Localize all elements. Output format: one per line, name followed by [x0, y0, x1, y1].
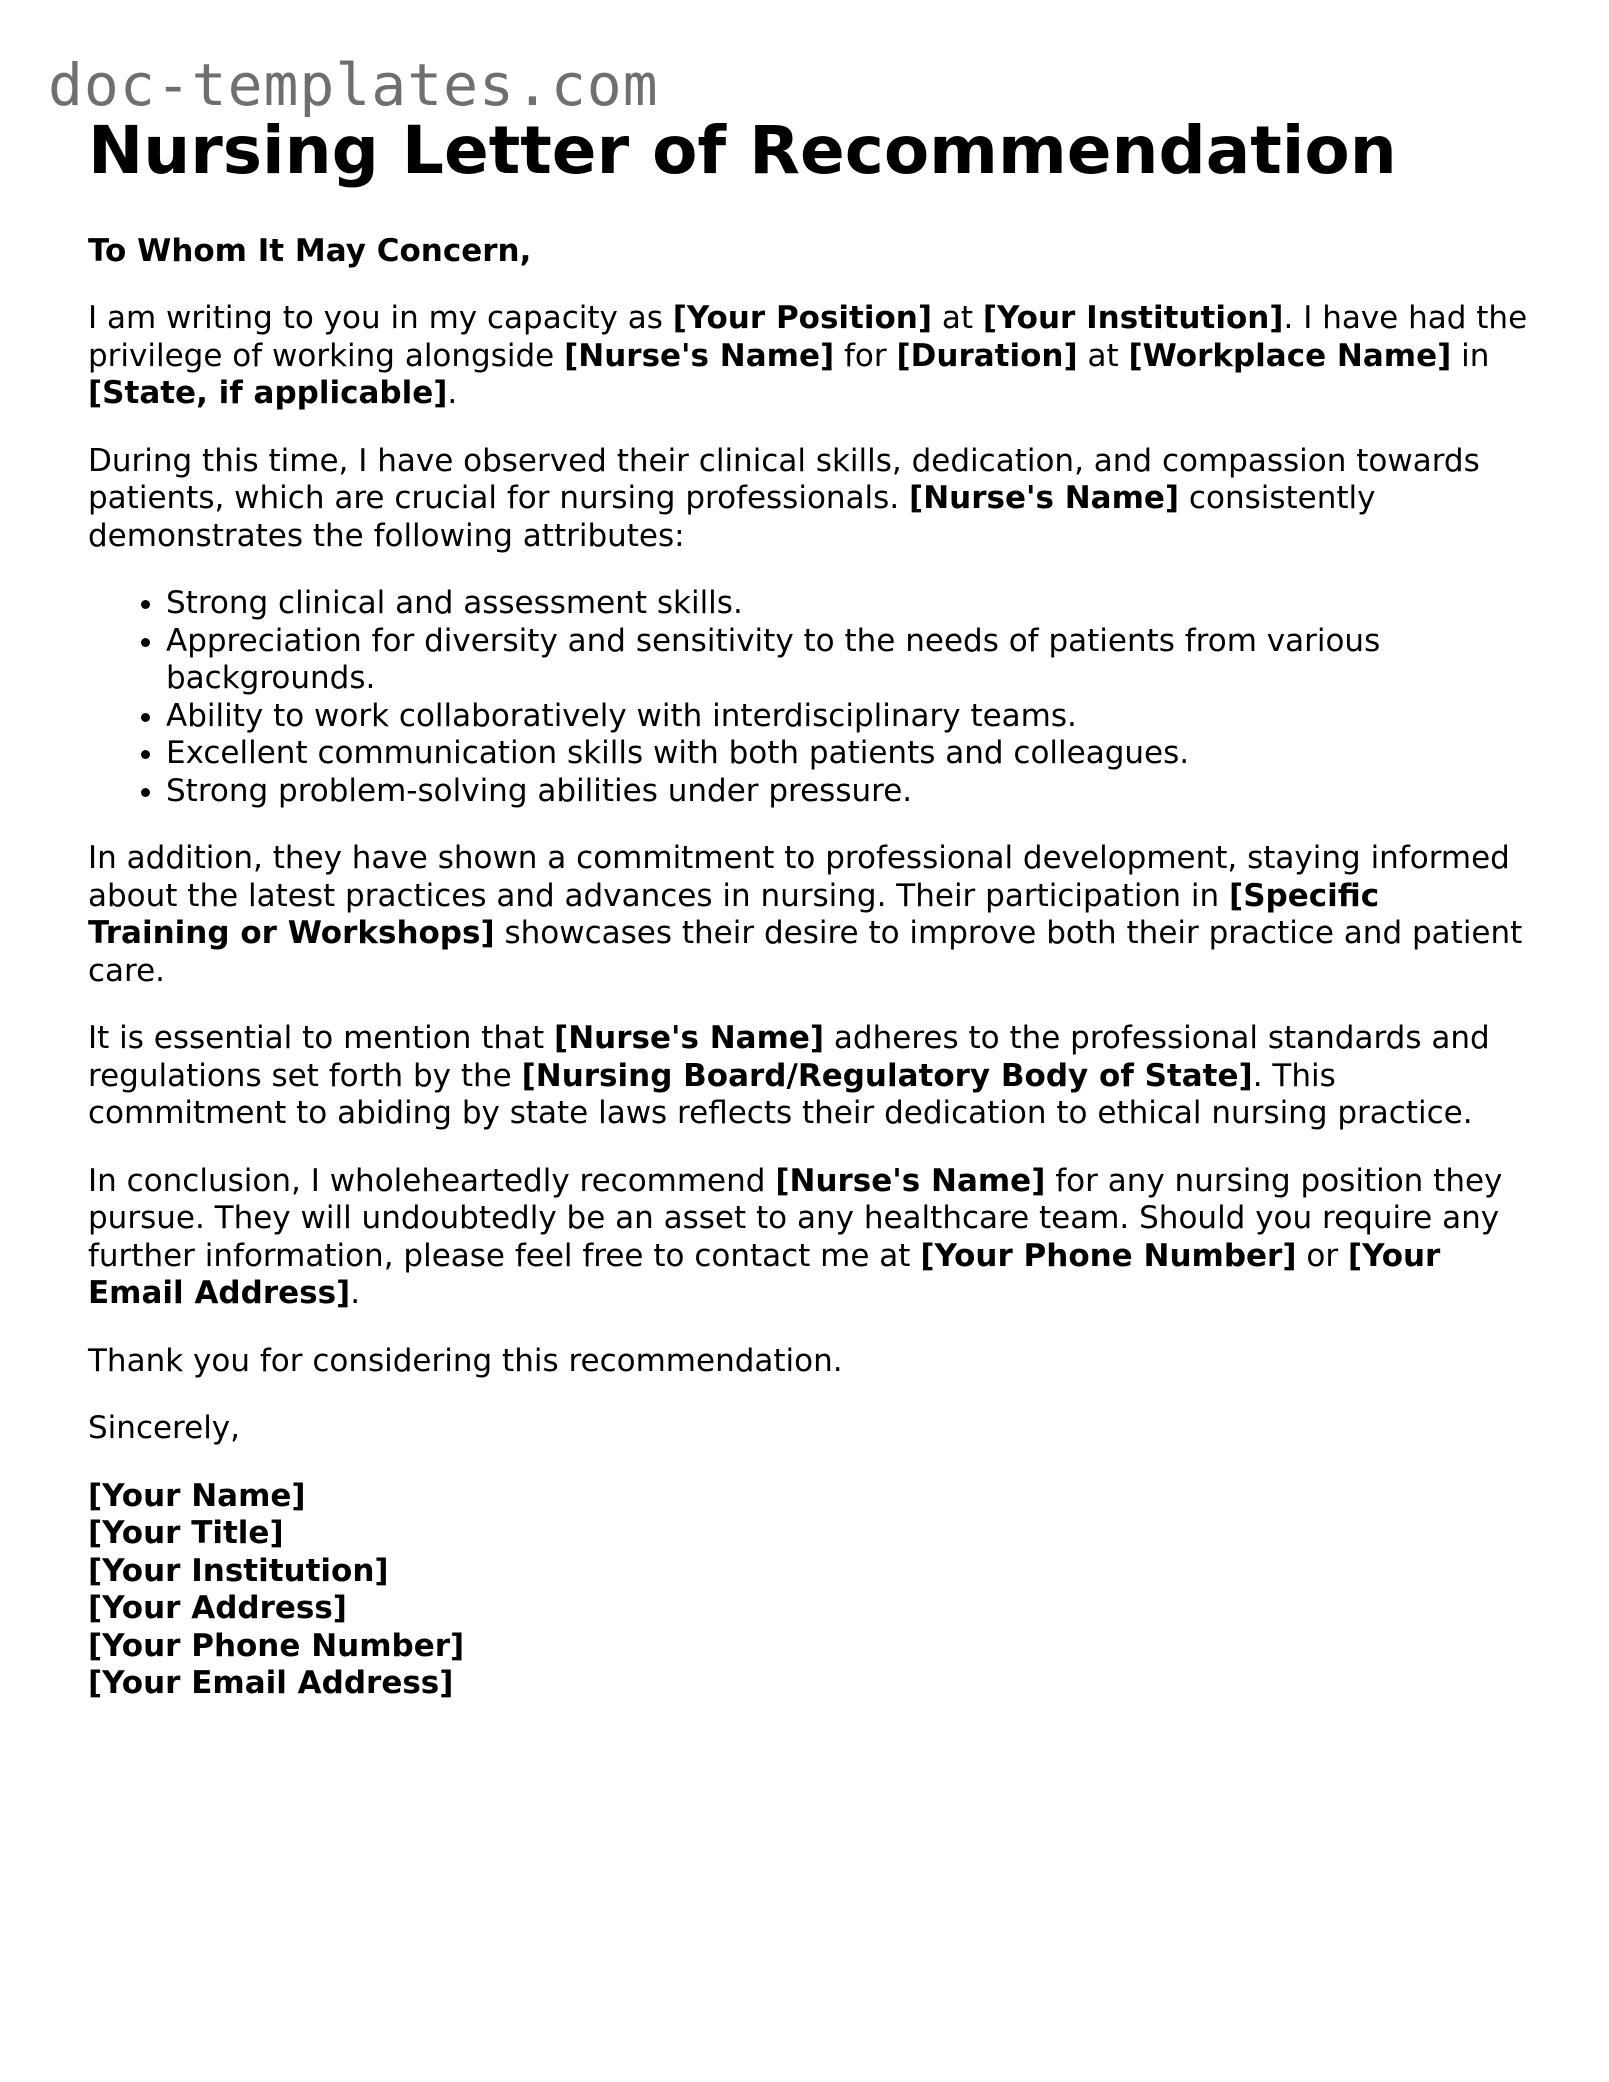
signature-title: [Your Title]	[88, 1515, 284, 1551]
signature-institution: [Your Institution]	[88, 1552, 389, 1589]
list-item: • Appreciation for diversity and sensitivity to the needs of patients from various backgrounds.	[166, 623, 1528, 698]
intro-text: I am writing to you in my capacity as	[88, 300, 673, 336]
intro-text: . I have had the privilege of working alongside	[88, 300, 1528, 374]
conclusion-text: In conclusion, I wholeheartedly recommend	[88, 1162, 776, 1199]
signature-block	[88, 1478, 1528, 1703]
site-watermark: doc-templates.com	[48, 51, 659, 119]
conclusion-paragraph	[88, 1163, 1528, 1313]
observation-text: consistently demonstrates the following attributes:	[88, 480, 1376, 554]
development-text: In addition, they have shown a commitment to professional development, staying informed about the latest practices and advances in nursing. Their participation in	[88, 840, 1510, 914]
list-item: • Strong problem-solving abilities under pressure.	[166, 773, 1528, 811]
signature-phone: [Your Phone Number]	[88, 1627, 465, 1664]
signature-name: [Your Name]	[88, 1477, 306, 1514]
placeholder-nurse-name: [Nurse's Name]	[554, 1020, 825, 1056]
placeholder-your-institution: [Your Institution]	[982, 300, 1284, 336]
thanks-line: Thank you for considering this recommendation.	[88, 1342, 843, 1379]
signature-address: [Your Address]	[88, 1590, 347, 1626]
development-paragraph	[88, 840, 1528, 990]
standards-text: adheres to the professional standards and regulations set forth by the	[88, 1020, 1490, 1094]
observation-paragraph	[88, 443, 1528, 556]
placeholder-nurse-name: [Nurse's Name]	[775, 1162, 1046, 1199]
placeholder-your-position: [Your Position]	[672, 300, 933, 336]
standards-paragraph	[88, 1020, 1528, 1133]
list-item: • Strong clinical and assessment skills.	[166, 585, 1528, 623]
intro-text: in	[1451, 337, 1490, 374]
placeholder-phone-number: [Your Phone Number]	[920, 1237, 1297, 1274]
development-text: showcases their desire to improve both their practice and patient care.	[88, 915, 1523, 989]
standards-text: It is essential to mention that	[88, 1020, 555, 1056]
list-item: • Excellent communication skills with both patients and colleagues.	[166, 735, 1528, 773]
placeholder-specific-training: [Specific Training or Workshops]	[88, 877, 1380, 951]
salutation: To Whom It May Concern,	[88, 233, 532, 269]
letter-title: Nursing Letter of Recommendation	[88, 112, 1397, 189]
conclusion-text: or	[1296, 1237, 1348, 1274]
placeholder-workplace-name: [Workplace Name]	[1128, 337, 1452, 374]
intro-text: at	[1077, 337, 1129, 374]
placeholder-state: [State, if applicable]	[88, 375, 448, 411]
intro-paragraph	[88, 300, 1528, 413]
intro-text: for	[834, 337, 897, 374]
placeholder-nurse-name: [Nurse's Name]	[564, 337, 835, 374]
placeholder-email-address: [Your Email Address]	[88, 1237, 1441, 1311]
letter-page	[88, 112, 1528, 1703]
intro-text: at	[932, 300, 983, 336]
attributes-list	[88, 585, 1528, 810]
list-item: • Ability to work collaboratively with interdisciplinary teams.	[166, 698, 1528, 736]
placeholder-nurse-name: [Nurse's Name]	[909, 480, 1180, 516]
placeholder-duration: [Duration]	[896, 337, 1078, 374]
observation-text: During this time, I have observed their clinical skills, dedication, and compassion towards patients, which are crucial for nursing professionals.	[88, 442, 1480, 516]
intro-text: .	[447, 375, 458, 411]
conclusion-text: .	[350, 1275, 361, 1311]
conclusion-text: for any nursing position they pursue. They will undoubtedly be an asset to any healthcare team. Should you require any further information, please feel free to contact me at	[88, 1162, 1503, 1274]
standards-text: . This commitment to abiding by state laws reflects their dedication to ethical nursing practice.	[88, 1057, 1473, 1131]
closing-line: Sincerely,	[88, 1410, 241, 1446]
placeholder-nursing-board: [Nursing Board/Regulatory Body of State]	[521, 1057, 1253, 1094]
signature-email: [Your Email Address]	[88, 1665, 454, 1701]
